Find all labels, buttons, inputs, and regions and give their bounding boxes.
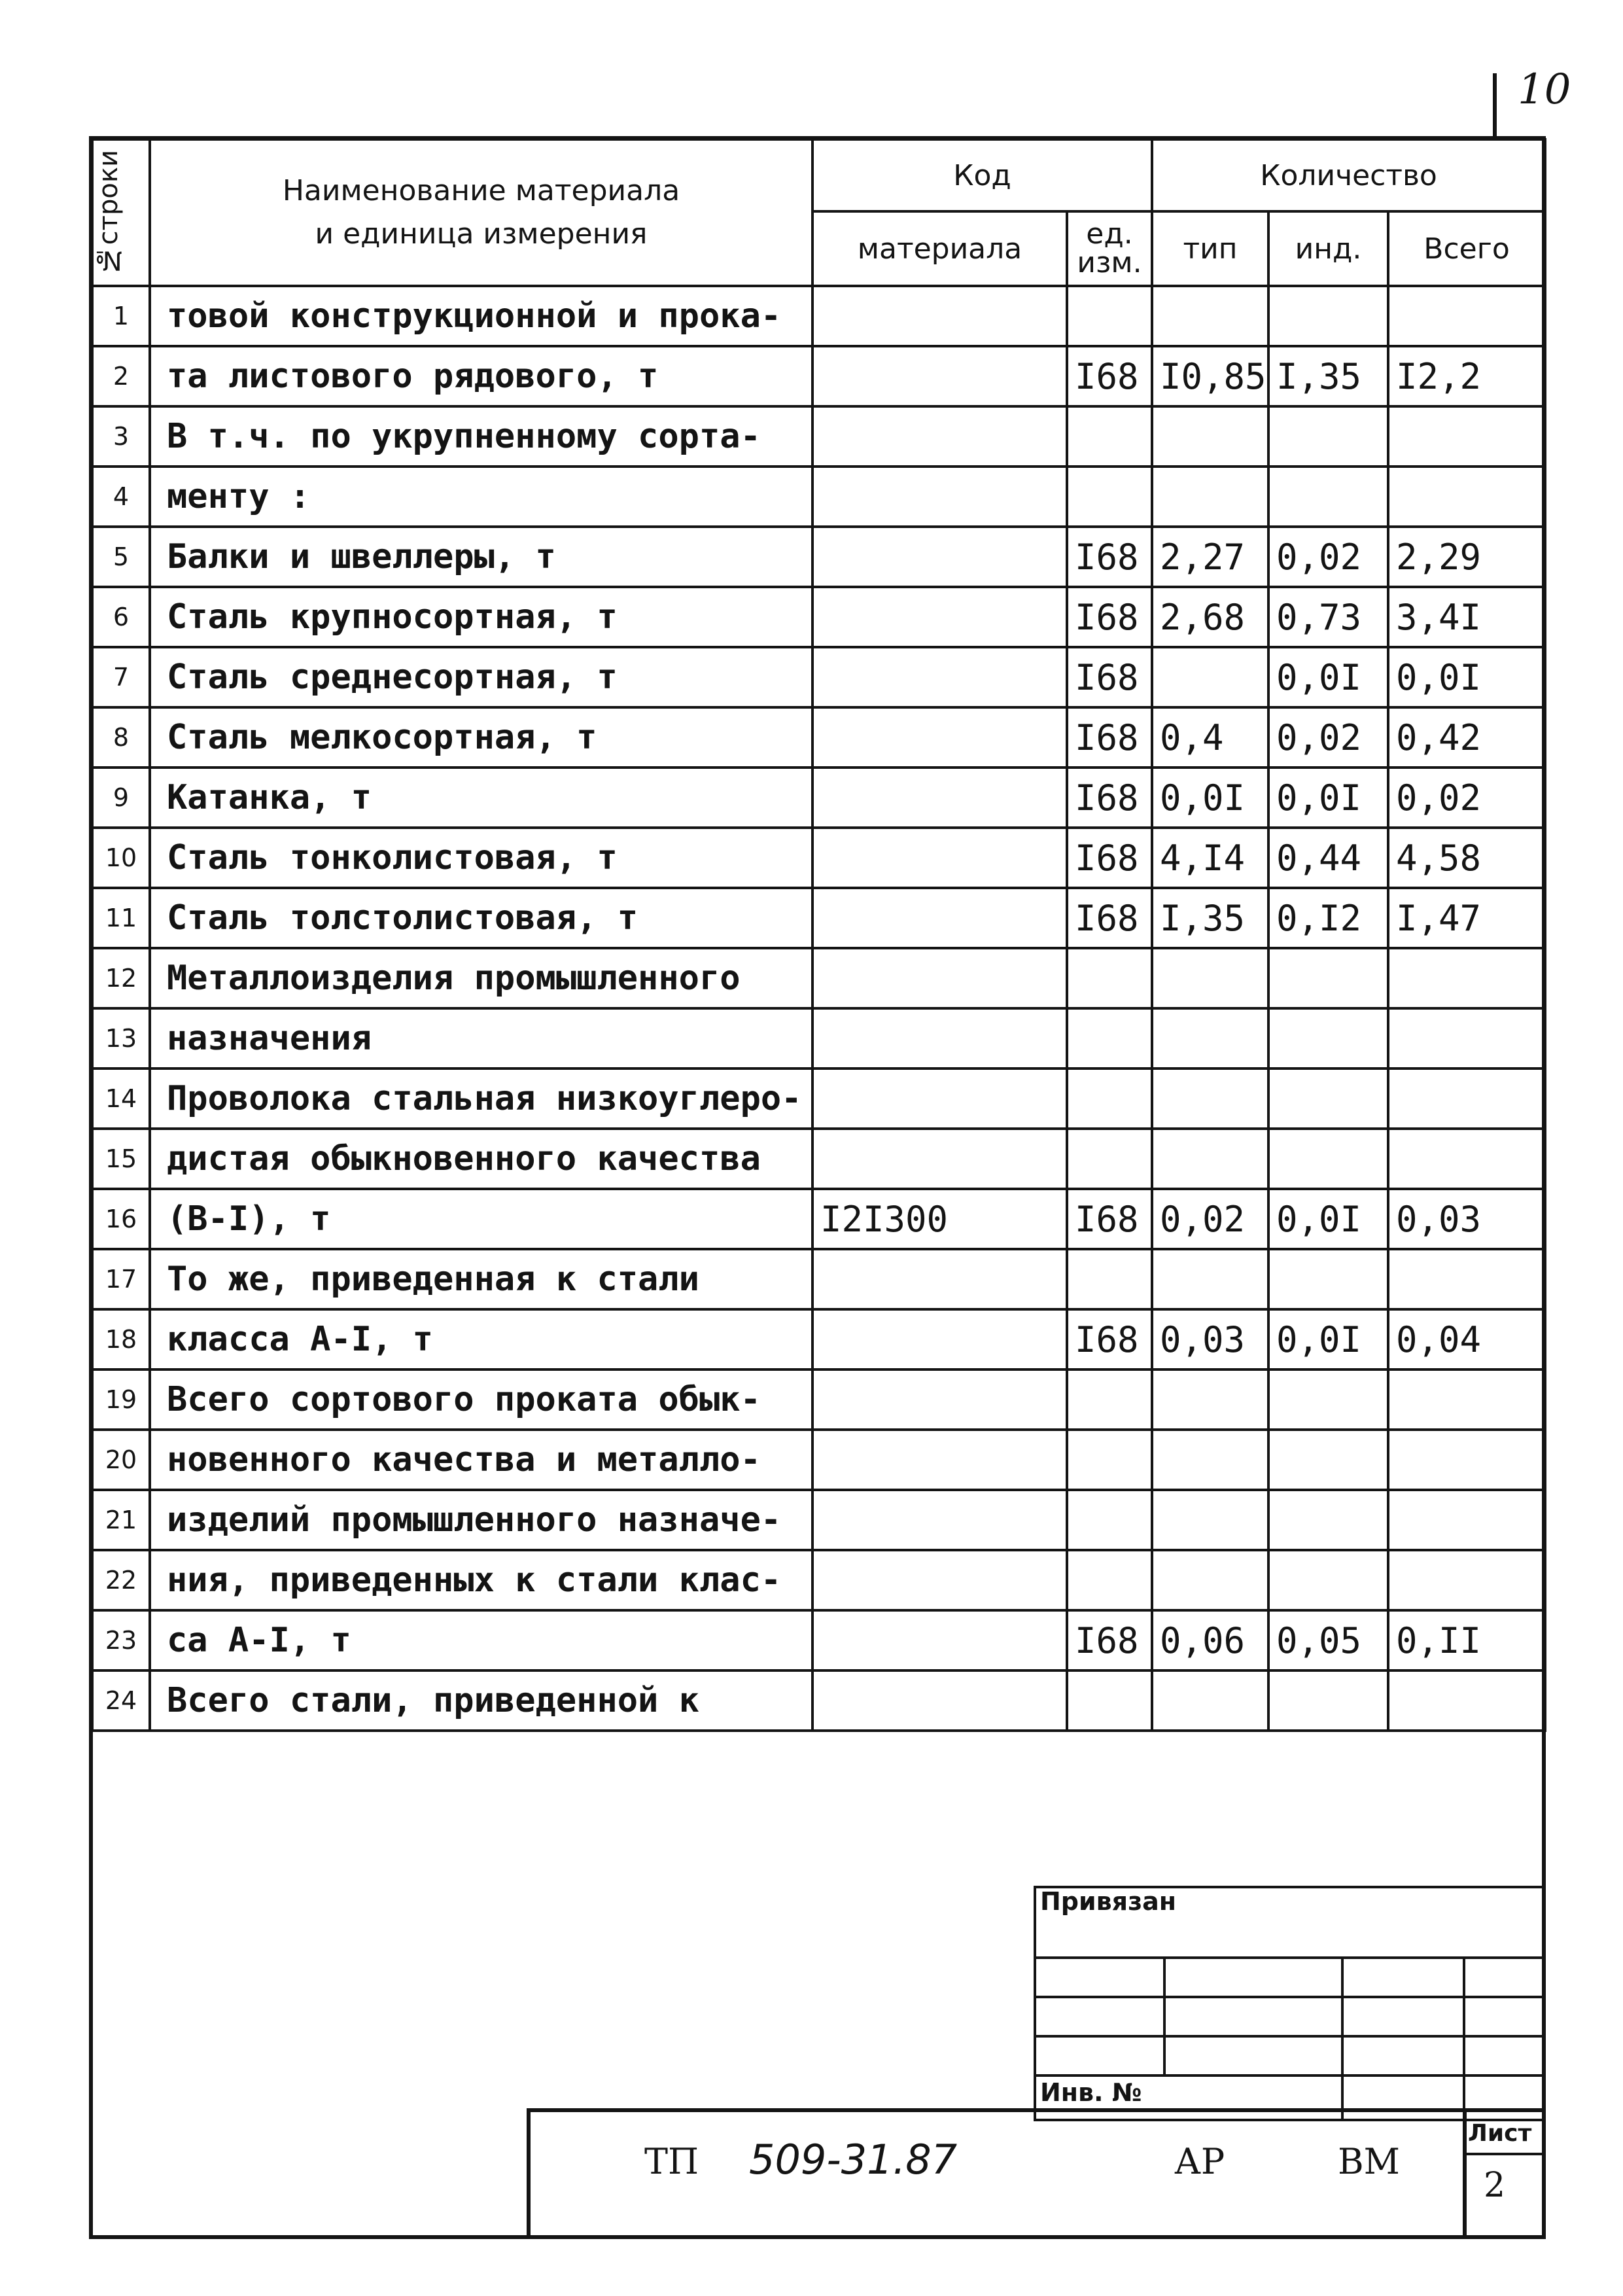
material-code [812,1430,1067,1490]
qty-total: 0,04 [1388,1309,1545,1369]
row-number: 9 [92,768,150,828]
stamp-line [1463,1956,1465,2120]
sheet-number-mark [1493,73,1497,139]
material-name: То же, приведенная к стали [150,1249,812,1309]
qty-type [1152,1008,1268,1069]
table-row [92,1129,1545,1189]
material-code [812,1129,1067,1189]
table-row [92,587,1545,647]
unit-code [1067,1008,1152,1069]
qty-type [1152,1430,1268,1490]
title-tp: ТП [644,2141,699,2182]
material-name: менту : [150,467,812,527]
qty-type [1152,1129,1268,1189]
material-name: дистая обыкновенного качества [150,1129,812,1189]
qty-ind [1268,1550,1388,1610]
table-row [92,1369,1545,1430]
row-number: 1 [92,286,150,346]
header-quantity: Количество [1152,139,1545,211]
qty-ind [1268,1430,1388,1490]
qty-type [1152,948,1268,1008]
row-number: 21 [92,1490,150,1550]
row-number: 7 [92,647,150,707]
qty-ind: 0,0I [1268,1189,1388,1249]
material-code [812,1249,1067,1309]
qty-total [1388,1008,1545,1069]
qty-total: 2,29 [1388,527,1545,587]
qty-total [1388,467,1545,527]
material-code [812,707,1067,768]
unit-code: I68 [1067,346,1152,406]
material-code [812,1490,1067,1550]
material-name: Сталь среднесортная, т [150,647,812,707]
row-number: 12 [92,948,150,1008]
qty-ind: 0,02 [1268,527,1388,587]
table-row [92,707,1545,768]
material-code [812,948,1067,1008]
qty-type: 2,68 [1152,587,1268,647]
row-number: 14 [92,1069,150,1129]
qty-type: 0,4 [1152,707,1268,768]
material-code [812,1008,1067,1069]
material-code [812,286,1067,346]
qty-ind: 0,44 [1268,828,1388,888]
qty-type: 0,02 [1152,1189,1268,1249]
qty-total: 4,58 [1388,828,1545,888]
table-row [92,406,1545,467]
material-code [812,1550,1067,1610]
material-code [812,1069,1067,1129]
material-code [812,888,1067,948]
qty-ind: I,35 [1268,346,1388,406]
qty-total [1388,1430,1545,1490]
material-name: Балки и швеллеры, т [150,527,812,587]
row-number: 22 [92,1550,150,1610]
unit-code [1067,1550,1152,1610]
qty-ind: 0,05 [1268,1610,1388,1670]
qty-total: 3,4I [1388,587,1545,647]
stamp-line [1034,1956,1546,1959]
table-row [92,527,1545,587]
sheet-number-top: 10 [1518,65,1571,114]
material-code [812,828,1067,888]
material-name: Сталь толстолистовая, т [150,888,812,948]
row-number: 5 [92,527,150,587]
qty-type [1152,1490,1268,1550]
material-code: I2I300 [812,1189,1067,1249]
qty-ind: 0,0I [1268,768,1388,828]
qty-ind [1268,1490,1388,1550]
qty-total [1388,1249,1545,1309]
qty-type: 2,27 [1152,527,1268,587]
row-number: 11 [92,888,150,948]
qty-ind [1268,286,1388,346]
qty-type: 0,03 [1152,1309,1268,1369]
table-row [92,948,1545,1008]
stamp-line [1341,1956,1344,2120]
qty-ind [1268,406,1388,467]
unit-code [1067,406,1152,467]
row-number: 15 [92,1129,150,1189]
table-row [92,1069,1545,1129]
table-row [92,346,1545,406]
material-name: та листового рядового, т [150,346,812,406]
material-name: Сталь мелкосортная, т [150,707,812,768]
unit-code [1067,1670,1152,1731]
material-code [812,587,1067,647]
table-row [92,828,1545,888]
qty-total [1388,406,1545,467]
qty-total [1388,1069,1545,1129]
row-number: 16 [92,1189,150,1249]
qty-ind [1268,1249,1388,1309]
material-code [812,406,1067,467]
material-name: са А-I, т [150,1610,812,1670]
qty-ind [1268,1069,1388,1129]
unit-code [1067,1129,1152,1189]
qty-ind [1268,1670,1388,1731]
unit-code: I68 [1067,527,1152,587]
table-row [92,1550,1545,1610]
header-name: Наименование материала и единица измерения [150,139,812,286]
unit-code: I68 [1067,828,1152,888]
table-row [92,1610,1545,1670]
unit-code: I68 [1067,888,1152,948]
qty-ind [1268,467,1388,527]
material-code [812,1309,1067,1369]
unit-code: I68 [1067,1189,1152,1249]
qty-type [1152,406,1268,467]
qty-ind: 0,I2 [1268,888,1388,948]
qty-ind [1268,1369,1388,1430]
material-name: Катанка, т [150,768,812,828]
table-row [92,768,1545,828]
header-qty-ind: инд. [1268,211,1388,286]
row-number: 4 [92,467,150,527]
table-row [92,467,1545,527]
unit-code: I68 [1067,768,1152,828]
unit-code [1067,467,1152,527]
table-row [92,1008,1545,1069]
qty-type [1152,1670,1268,1731]
qty-type [1152,647,1268,707]
unit-code: I68 [1067,1309,1152,1369]
qty-type: 0,0I [1152,768,1268,828]
qty-total: 0,0I [1388,647,1545,707]
qty-ind: 0,73 [1268,587,1388,647]
table-row [92,1430,1545,1490]
unit-code [1067,1490,1152,1550]
material-code [812,768,1067,828]
qty-ind: 0,0I [1268,647,1388,707]
qty-total: I2,2 [1388,346,1545,406]
qty-total: 0,02 [1388,768,1545,828]
materials-table [91,138,1546,1732]
qty-total [1388,1670,1545,1731]
stamp-line [1034,2035,1546,2038]
row-number: 3 [92,406,150,467]
row-number: 13 [92,1008,150,1069]
unit-code: I68 [1067,1610,1152,1670]
qty-total: 0,03 [1388,1189,1545,1249]
material-code [812,1670,1067,1731]
row-number: 6 [92,587,150,647]
material-code [812,467,1067,527]
header-rownum: №строки [92,139,150,286]
material-name: новенного качества и металло- [150,1430,812,1490]
header-code: Код [812,139,1152,211]
qty-type [1152,1369,1268,1430]
qty-ind: 0,0I [1268,1309,1388,1369]
material-code [812,647,1067,707]
unit-code [1067,1249,1152,1309]
table-row [92,888,1545,948]
material-code [812,1369,1067,1430]
table-row [92,1670,1545,1731]
material-name: Металлоизделия промышленного [150,948,812,1008]
unit-code [1067,1369,1152,1430]
material-code [812,1610,1067,1670]
header-qty-total: Всего [1388,211,1545,286]
material-name: ния, приведенных к стали клас- [150,1550,812,1610]
table-row [92,1490,1545,1550]
row-number: 17 [92,1249,150,1309]
unit-code [1067,1430,1152,1490]
material-name: Сталь тонколистовая, т [150,828,812,888]
material-name: товой конструкционной и прока- [150,286,812,346]
qty-type [1152,1550,1268,1610]
qty-ind [1268,948,1388,1008]
qty-total: 0,42 [1388,707,1545,768]
sheet-label: Лист [1468,2120,1532,2147]
table-row [92,1249,1545,1309]
sheet-value: 2 [1484,2166,1506,2205]
qty-type [1152,1249,1268,1309]
qty-ind [1268,1129,1388,1189]
qty-type: 4,I4 [1152,828,1268,888]
qty-ind [1268,1008,1388,1069]
material-name: Всего сортового проката обык- [150,1369,812,1430]
qty-ind: 0,02 [1268,707,1388,768]
qty-total [1388,1490,1545,1550]
table-row [92,647,1545,707]
inventory-label: Инв. № [1040,2078,1142,2107]
unit-code [1067,286,1152,346]
title-section: АР [1174,2141,1225,2182]
title-set: ВМ [1338,2141,1400,2182]
qty-type: I0,85 [1152,346,1268,406]
qty-type [1152,1069,1268,1129]
unit-code: I68 [1067,647,1152,707]
material-name: Сталь крупносортная, т [150,587,812,647]
stamp-line [1034,2074,1546,2077]
qty-total [1388,1550,1545,1610]
unit-code: I68 [1067,707,1152,768]
qty-total [1388,1369,1545,1430]
material-name: изделий промышленного назначе- [150,1490,812,1550]
table-row [92,1189,1545,1249]
row-number: 8 [92,707,150,768]
material-code [812,527,1067,587]
qty-total [1388,1129,1545,1189]
material-name: класса А-I, т [150,1309,812,1369]
material-name: В т.ч. по укрупненному сорта- [150,406,812,467]
unit-code [1067,948,1152,1008]
header-code-unit: ед. изм. [1067,211,1152,286]
title-divider [1463,2108,1467,2239]
row-number: 24 [92,1670,150,1731]
qty-type [1152,467,1268,527]
material-name: Всего стали, приведенной к [150,1670,812,1731]
bound-label: Привязан [1040,1887,1177,1916]
row-number: 19 [92,1369,150,1430]
qty-total [1388,286,1545,346]
material-name: назначения [150,1008,812,1069]
material-code [812,346,1067,406]
table-row [92,286,1545,346]
unit-code [1067,1069,1152,1129]
row-number: 18 [92,1309,150,1369]
qty-type: I,35 [1152,888,1268,948]
qty-type: 0,06 [1152,1610,1268,1670]
row-number: 23 [92,1610,150,1670]
row-number: 10 [92,828,150,888]
qty-total: I,47 [1388,888,1545,948]
row-number: 2 [92,346,150,406]
material-name: Проволока стальная низкоуглеро- [150,1069,812,1129]
qty-total [1388,948,1545,1008]
title-doc-number: 509-31.87 [749,2136,958,2183]
table-row [92,1309,1545,1369]
header-qty-type: тип [1152,211,1268,286]
qty-type [1152,286,1268,346]
qty-total: 0,II [1388,1610,1545,1670]
unit-code: I68 [1067,587,1152,647]
stamp-line [1034,1996,1546,1998]
row-number: 20 [92,1430,150,1490]
material-name: (В-I), т [150,1189,812,1249]
header-code-material: материала [812,211,1067,286]
stamp-line [1163,1956,1166,2074]
title-divider [1463,2153,1546,2155]
